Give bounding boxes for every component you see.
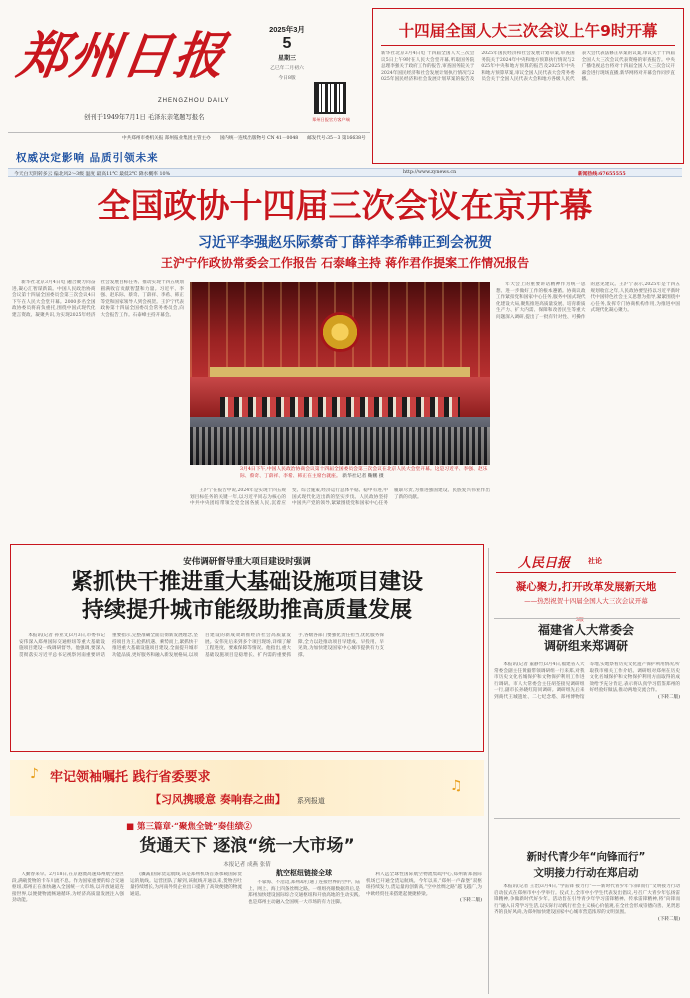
founded-line: 创刊于1949年7月1日 毛泽东亲笔题写报名	[84, 114, 205, 121]
website-link[interactable]: http://www.zynews.cn	[403, 170, 457, 175]
lead-column-1	[12, 280, 184, 538]
youth-headline-2[interactable]: 文明接力行动在郑启动	[533, 867, 639, 879]
publisher-info	[122, 136, 372, 143]
fujian-headline-2[interactable]: 调研组来郑调研	[543, 639, 628, 653]
lead-column-3-text: 年大会上的重要讲话精神作为统一思想、进一步做好工作的根本遵循。协商议政工作紧扣党和国家中心任务,服务中国式现代化建设大局,聚焦推进高质量发展、培育新质生产力、扩大内需、保障和改善民生等重大问题深入调研,提出了一批有针对性、可操作的意见建议。王沪宁表示,2025年是十四五规划收官之年,人民政协要坚持以习近平新时代中国特色社会主义思想为指导,紧紧围绕中心任务,发挥专门协商机构作用,为推进中国式现代化凝心聚力。	[496, 282, 680, 320]
page-count: 今日8版	[278, 76, 296, 81]
youth-body	[494, 884, 680, 994]
series-banner-area	[10, 760, 484, 816]
fujian-headline-1[interactable]: 福建省人大常委会	[537, 623, 634, 637]
youth-body-text: 本报讯(记者 王治)3月4日,“学雷锋 接力行”——新时代青少年“向锋而行”文明接力行动启动仪式在郑州市中小学举行。仪式上,全市中小学生代表发出倡议,号召广大青少年弘扬雷锋精神,争做新时代好少年。活动旨在引导青少年学习雷锋精神、传承雷锋精神,将“向锋而行”融入日常学习生活,以实际行动践行社会主义核心价值观,在全社会形成崇德向善、见贤思齐的良好风尚,为郑州加快建设国家中心城市营造浓厚的文明氛围。	[494, 884, 680, 916]
top-story-headline[interactable]: 十四届全国人大三次会议上午9时开幕	[398, 22, 658, 40]
newspaper-logo: 郑州日报	[13, 26, 231, 85]
fujian-body-text: 本报讯(记者 董静竹)3月4日,福建省人大常委会副主任黄毅带领调研组一行来郑,对我市历史文化名城保护和文物保护利用工作进行调研。市人大常委会主任胡荃接见调研组一行,副市长孙晓红陪同调研。调研组先后来到商代王城遗址、二七纪念塔、郑州博物馆等地,实地察看历史文化遗产保护利用情况,听取我市相关工作介绍。调研组对郑州在历史文化名城保护和文物保护利用方面取得的成效给予充分肯定,表示将认真学习借鉴郑州的好经验好做法,推动两地交流合作。	[494, 662, 680, 700]
editorial-brand: 人民日报	[518, 556, 571, 571]
feature-headline-1[interactable]: 紧抓快干推进重大基础设施项目建设	[70, 570, 423, 595]
series-column-suffix: 系列报道	[296, 797, 325, 805]
feature-body-text: 本报讯(记者 孙亚文)3月3日,市委书记安伟深入郑州国际交通枢纽等重大基础设施项目建设一线调研督导。他强调,要深入贯彻落实习近平总书记视察河南重要讲话重要指示,完整准确全面贯彻新发展理念,坚持项目为王,抢抓机遇、乘势而上,紧抓快干推进重大基础设施项目建设,全面提升城市功能品质,更好服务和融入新发展格局,以项目建设的新成效助推经济社会高质量发展。安伟先后来到多个项目现场,详细了解工程进度、要素保障等情况。他指出,重大基础设施项目是稳增长、扩内需的重要抓手,各级各部门要强化责任担当,优化服务保障,全力以赴推动项目早建成、早投用、早见效,为加快建设国家中心城市提供有力支撑。	[19, 633, 384, 658]
qr-code-icon[interactable]	[314, 82, 346, 114]
lead-subheadline-2: 王沪宁作政协常委会工作报告 石泰峰主持 蒋作君作提案工作情况报告	[160, 256, 530, 270]
series-byline: 本报记者 成燕 张倩	[223, 862, 271, 868]
editorial-box	[492, 552, 680, 674]
fujian-body	[494, 662, 680, 812]
lead-photo-caption	[240, 467, 490, 480]
series-body-3: 不靠海、不沿边,郑州却打通了连接世界的空中、陆上、网上、海上四条丝绸之路。一组组亮眼数据背后,是郑州加快建设国际综合交通枢纽和开放高地的生动实践,也是郑州主动融入全国统一大市场的有力注脚。	[248, 880, 360, 905]
date-line: 2025年3月	[269, 25, 305, 34]
top-story-box	[372, 8, 684, 164]
series-column-title	[150, 788, 325, 807]
weather-text: 今天白天阴转多云 偏北风2～3级 温度 最高11℃ 最低2℃ 降水概率 10%	[14, 172, 171, 177]
editorial-tag: 社论	[588, 556, 602, 565]
series-chapter: ■ 第三篇章·“聚焦全链”奏佳绩②	[126, 822, 252, 832]
feature-kicker: 安伟调研督导重大项目建设时强调	[183, 557, 311, 567]
lunar-date: 乙巳年二月初六	[270, 66, 304, 71]
series-column-1	[12, 872, 124, 992]
feature-body	[19, 633, 477, 747]
date-day: 5	[282, 35, 292, 52]
series-column-3	[248, 880, 360, 992]
english-name: ZHENGZHOU DAILY	[158, 98, 230, 104]
lead-column-2	[190, 488, 490, 540]
news-hotline: 新闻热线:67655555	[578, 171, 626, 177]
editorial-headline[interactable]: 凝心聚力,打开改革发展新天地	[515, 581, 657, 593]
series-continued[interactable]: (下转二版)	[460, 898, 482, 904]
music-note-icon-right: ♫	[450, 778, 463, 794]
publisher-org: 中共郑州市委机关报 郑州报业集团主管主办	[122, 136, 211, 141]
series-banner: 牢记领袖嘱托 践行省委要求	[50, 770, 211, 785]
lead-column-2-text: 王沪宁在报告中说,2024年是实现十四五规划目标任务的关键一年,以习近平同志为核心的中共中央团结带领全党全国各族人民,沉着应变、综合施策,经济运行总体平稳、稳中有进,中国式现代化迈出新的坚实步伐。人民政协坚持中国共产党的领导,紧紧围绕党和国家中心任务履职尽责,为推进强国建设、民族复兴伟业作出了新的贡献。	[190, 488, 490, 507]
fujian-continued[interactable]: (下转二版)	[658, 694, 680, 700]
series-column-4	[366, 872, 482, 992]
lead-subheadline-1: 习近平李强赵乐际蔡奇丁薛祥李希韩正到会祝贺	[198, 235, 492, 251]
series-body-4: 利人远全球性国际航空物流集疏中心,郑州新郑国际机场已开通全货运航线。今年以来,“郑州一卢森堡”双枢纽持续发力,货运量再创新高,“空中丝绸之路”越飞越广,为中欧经贸往来搭建起便捷桥梁。	[366, 872, 482, 897]
youth-headline-1[interactable]: 新时代青少年“向锋而行”	[526, 851, 646, 863]
editorial-page-ref[interactable]: 3版	[576, 618, 584, 623]
lead-headline[interactable]: 全国政协十四届三次会议在京开幕	[97, 186, 593, 225]
lead-photo[interactable]	[190, 282, 490, 465]
date-block	[262, 24, 312, 81]
series-body-2: (骤减)国际货运航线,该是郑州机场首条承载国际货运的航线。运营团队了解到,该航线开通以来,货物吞吐量持续增长,为河南外贸企业出口提供了高效便捷的物流通道。	[130, 872, 242, 897]
publisher-post: 邮发代号:35－3 第16638号	[307, 136, 366, 141]
series-column-2	[130, 872, 242, 992]
top-story-body: 新华社北京3月4日电 十四届全国人大三次会议5日上午9时在人民大会堂开幕,听取国务院总理李强关于政府工作的报告,审查国务院关于2024年国民经济和社会发展计划执行情况与2025年国民经济和社会发展计划草案的报告及2025年国民经济和社会发展计划草案,审查国务院关于2024年中央和地方预算执行情况与2025年中央和地方预算的报告及2025年中央和地方预算草案,审议全国人民代表大会常务委员会关于全国人民代表大会和地方各级人民代表大会代表法修正草案的议案,审议关于十四届全国人大三次会议代表资格的审查报告。中央广播电视总台将对十四届全国人大三次会议开幕会进行现场直播,新华网将对开幕会作同步直播。	[381, 51, 675, 83]
youth-continued[interactable]: (下转二版)	[658, 916, 680, 922]
emblem-icon	[320, 312, 360, 352]
feature-box	[10, 544, 484, 752]
lead-column-3	[496, 282, 680, 538]
photo-caption-text: 3月4日下午,中国人民政治协商会议第十四届全国委员会第三次会议在北京人民大会堂开幕。这是习近平、李强、赵乐际、蔡奇、丁薛祥、李希、韩正在主席台就座。	[240, 467, 488, 479]
series-column: 【习风携暖意 奏响春之曲】	[150, 793, 286, 806]
editorial-subhead: ——热烈祝贺十四届全国人大三次会议开幕	[524, 597, 648, 605]
lead-column-1-text: 新华社北京3月4日电 融合聚力同奋进,凝心汇智谋新篇。中国人民政治协商会议第十四届全国委员会第三次会议4日下午在人民大会堂开幕。2000多名全国政协委员将肩负重托,围绕中国式现代化建言资政、凝聚共识,为实现2025年经济社会发展目标任务、推动实现十四五规划圆满收官贡献智慧和力量。习近平、李强、赵乐际、蔡奇、丁薛祥、李希、韩正等党和国家领导人到会祝贺。王沪宁代表政协第十四届全国委员会常务委员会,向大会报告工作。石泰峰主持开幕会。	[12, 280, 184, 318]
feature-headline-2[interactable]: 持续提升城市能级助推高质量发展	[81, 598, 412, 623]
weekday: 星期三	[277, 55, 296, 62]
publisher-cn: 国内统一连续出版物号 CN 41－0048	[219, 136, 299, 141]
series-subhead: 航空枢纽链接全球	[276, 869, 332, 877]
photo-credit: 新华社记者 鞠鹏 摄	[342, 473, 384, 479]
weather-bar	[8, 168, 682, 177]
series-headline[interactable]: 货通天下 逐浪“统一大市场”	[139, 836, 355, 856]
slogan: 权威决定影响 品质引领未来	[16, 152, 159, 164]
series-body-1: 人勤春来早。2月18日,在京港澳高速郑州航空港区段,满载货物的卡车川流不息。作为国家重要的综合交通枢纽,郑州正在加快融入全国统一大市场,以开放通道连接世界,以便捷物流畅通循环,为经济高质量发展注入强劲动能。	[12, 872, 124, 904]
qr-caption: 郑州日报官方客户端	[312, 117, 350, 122]
music-note-icon: ♪	[30, 766, 39, 782]
